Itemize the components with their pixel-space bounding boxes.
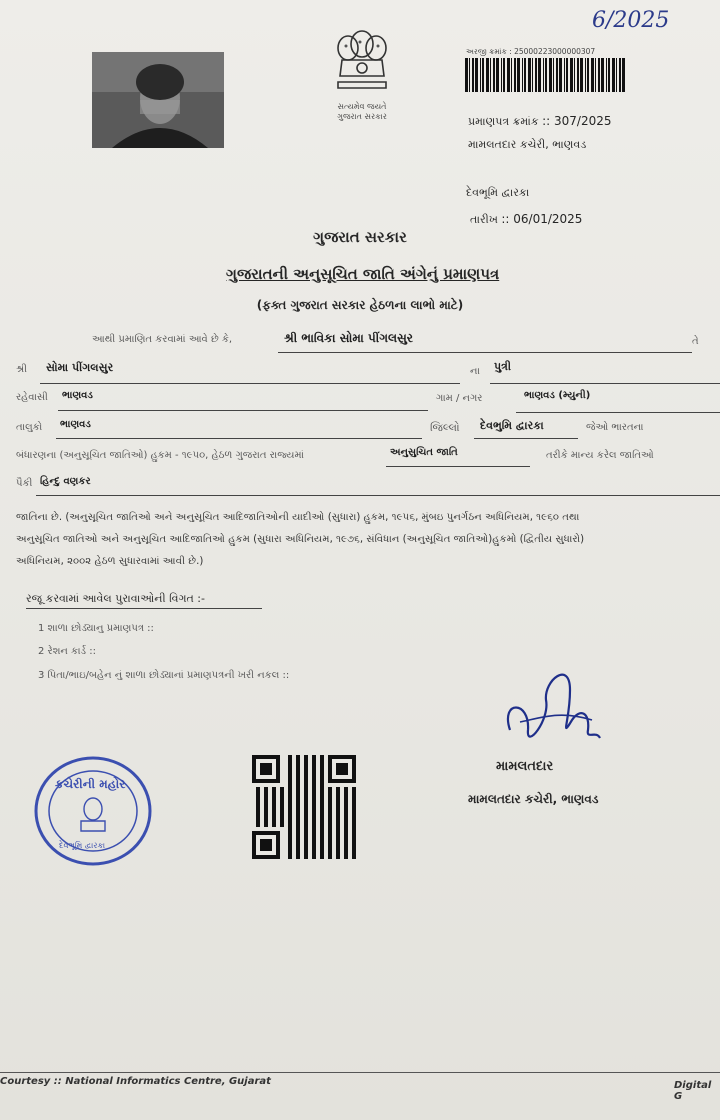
legal-line-3: અધિનિયમ, ૨૦૦૨ હેઠળ સુધારવામાં આવી છે.) (16, 556, 204, 567)
district-label: જિલ્લો (430, 421, 460, 434)
applicant-photo (92, 52, 224, 148)
government-title: ગુજરાત સરકાર (313, 228, 407, 246)
seal-top-text: કચેરીની મહોર (55, 777, 126, 791)
footer-rule (0, 1072, 720, 1073)
office-header: મામલતદાર કચેરી, ભાણવડ (468, 138, 587, 151)
shri-text: શ્રી (16, 364, 28, 375)
certificate-subtitle: (ફક્ત ગુજરાત સરકાર હેઠળના લાભો માટે) (256, 298, 464, 312)
taluka-line (56, 438, 422, 439)
resident-line (58, 410, 428, 411)
na-text: ના (470, 366, 480, 377)
state-emblem (326, 30, 398, 122)
issue-date-label: તારીખ (470, 213, 498, 226)
among-label: પૈકી (16, 478, 33, 489)
relation: પુત્રી (494, 360, 512, 373)
footer-courtesy: Courtesy :: National Informatics Centre, Gujarat (0, 1076, 271, 1087)
order-text: બંધારણના (અનુસૂચિત જાતિઓ) હુકમ - ૧૯૫૦, હેઠળ ગુજરાત રાજ્યમાં (16, 450, 304, 461)
caste-line (36, 495, 720, 496)
certificate-number (468, 114, 611, 129)
document-item-2: 2 રેશન કાર્ડ :: (38, 646, 96, 657)
certificate-number-label: પ્રમાણપત્ર ક્રમાંક (468, 115, 539, 128)
seal-bottom-text: દેવભૂમિ દ્વારકા (59, 841, 106, 850)
footer-digital: Digital G (674, 1080, 712, 1102)
caste-category: અનુસુચિત જાતિ (390, 447, 458, 458)
certificate-number-value: :: 307/2025 (542, 114, 612, 128)
village-label: ગામ / નગર (436, 393, 483, 404)
relation-line (490, 383, 720, 384)
caste: હિન્દુ વણકર (40, 476, 91, 487)
qr-code (252, 755, 356, 859)
legal-paragraph (16, 507, 720, 573)
applicant-name-line (278, 352, 692, 353)
father-name-line (40, 383, 460, 384)
documents-heading: રજૂ કરવામાં આવેલ પુરાવાઓની વિગત :- (26, 592, 262, 609)
legal-line-2: અનુસૂચિત જાતિઓ અને અનુસૂચિત આદિજાતિઓ હુકમ (સુધારા અધિનિયમ, ૧૯૭૬, સંવિધાન (અનુસૂચિત જાતિઓ)હુકમો (દ્વિતીય સુધારો) (16, 534, 585, 545)
legal-line-1: જાતિના છે. (અનુસૂચિત જાતિઓ અને અનુસૂચિત આદિજાતિઓની યાદીઓ (સુધારા) હુકમ, ૧૯૫૬, મુંબઇ પુનર્ગઠન અધિનિયમ, ૧૯૬૦ તથા (16, 512, 580, 523)
district: દેવભુમિ દ્વારકા (480, 419, 544, 432)
emblem-caption-2: ગુજરાત સરકાર (337, 112, 387, 121)
applicant-name: શ્રી ભાવિકા સોમા પીંગલસુર (284, 331, 413, 345)
village: ભાણવડ (મ્યુની) (524, 390, 591, 401)
document-item-1: 1 શાળા છોડ્યાનુ પ્રમાણપત્ર :: (38, 623, 154, 634)
barcode-number: અરજી ક્રમાંક : 25000223000000307 (466, 47, 596, 56)
handwritten-date: 6/2025 (592, 8, 670, 33)
signature (500, 660, 610, 760)
te-text: તે (692, 336, 699, 347)
resident-label: રહેવાસી (16, 392, 48, 403)
taluka-label: તાલુકો (16, 422, 43, 433)
father-name: સોમા પીંગલસુર (46, 361, 114, 374)
emblem-caption-1: સત્યમેવ જયતે (337, 102, 387, 111)
who-india-text: જેઓ ભારતના (586, 422, 644, 433)
resident: ભાણવડ (62, 390, 93, 401)
barcode (465, 58, 627, 92)
caste-category-line (386, 466, 530, 467)
signatory-title: મામલતદાર (496, 759, 554, 774)
recognized-text: તરીકે માન્ય કરેલ જાતિઓ (546, 450, 654, 461)
office-seal (33, 755, 153, 867)
issue-date-value: :: 06/01/2025 (501, 212, 583, 226)
document-item-3: 3 પિતા/ભાઇ/બહેન નું શાળા છોડ્યાનાં પ્રમાણપત્રની ખરી નકલ :: (38, 670, 290, 681)
certificate-title: ગુજરાતની અનુસૂચિત જાતિ અંગેનું પ્રમાણપત્ર (226, 265, 500, 283)
district-line (474, 438, 578, 439)
issue-date (470, 212, 582, 227)
district-header: દેવભૂમિ દ્વારકા (466, 186, 530, 199)
intro-text: આથી પ્રમાણિત કરવામાં આવે છે કે, (92, 334, 233, 345)
signatory-office: મામલતદાર કચેરી, ભાણવડ (468, 792, 599, 806)
taluka: ભાણવડ (60, 419, 91, 430)
village-line (516, 412, 720, 413)
